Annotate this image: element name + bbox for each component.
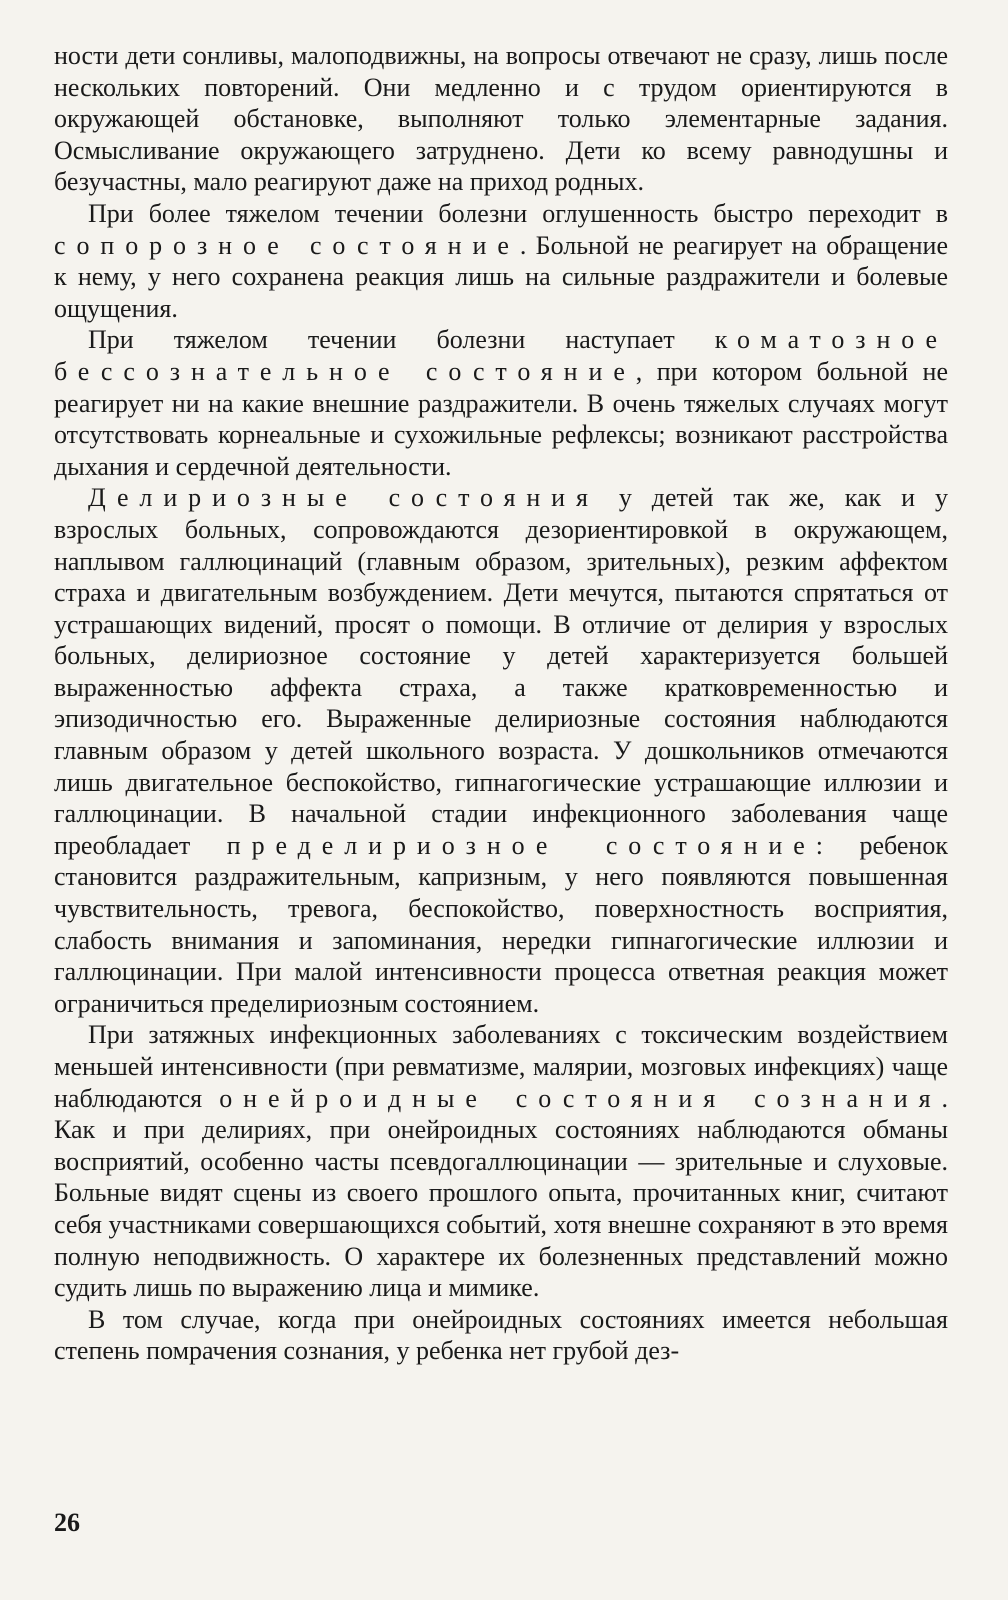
text-segment: При более тяжелом течении болезни оглушенность быстро переходит в (88, 198, 948, 228)
text-segment: При затяжных инфекционных заболеваниях с токсическим воздействием меньшей интенсивности (при ревматизме, малярии, мозговых инфекциях) чаще наблюдаются (54, 1020, 948, 1113)
paragraph (54, 198, 948, 324)
spaced-term: сопорозное состояние (54, 230, 520, 260)
text-segment: При тяжелом течении болезни наступает (88, 325, 715, 355)
body-text (54, 40, 948, 1367)
text-segment: . Как и при делириях, при онейроидных состояниях наблюдаются обманы восприятий, особенно часты псевдогаллюцинации — зрительные и слуховые. Больные видят сцены из своего прошлого опыта, прочитанных книг, считают себя участниками совершающихся событий, хотя внешне сохраняют в это время полную неподвижность. О характере их болезненных представлений можно судить лишь по выражению лица и мимике. (54, 1083, 948, 1303)
text-segment: . Больной не реагирует на обращение к нему, у него сохранена реакция лишь на сильные раздражители и болевые ощущения. (54, 230, 948, 323)
paragraph (54, 1019, 948, 1303)
paragraph (54, 40, 948, 198)
spaced-term: пределириозное состояние (226, 830, 816, 860)
text-segment: ности дети сонливы, малоподвижны, на вопросы отвечают не сразу, лишь после нескольких повторений. Они медленно и с трудом ориентируются в окружающей обстановке, выполняют только элементарные задания. Осмысливание окружающего затруднено. Дети ко всему равнодушны и безучастны, мало реагируют даже на приход родных. (54, 41, 948, 197)
spaced-term: Делириозные состояния (88, 483, 599, 513)
spaced-term: онейроидные состояния сознания (219, 1083, 942, 1113)
paragraph (54, 482, 948, 1019)
text-segment: , при котором больной не реагирует ни на какие внешние раздражители. В очень тяжелых случаях могут отсутствовать корнеальные и сухожильные рефлексы; возникают расстройства дыхания и сердечной деятельности. (54, 356, 948, 481)
text-segment: : ребенок становится раздражительным, капризным, у него появляются повышенная чувствительность, тревога, беспокойство, поверхностность восприятия, слабость внимания и запоминания, нередки гипнагогические иллюзии и галлюцинации. При малой интенсивности процесса ответная реакция может ограничиться пределириозным состоянием. (54, 830, 948, 1018)
paragraph (54, 324, 948, 482)
text-segment: у детей так же, как и у взрослых больных, сопровождаются дезориентировкой в окружающем, наплывом галлюцинаций (главным образом, зрительных), резким аффектом страха и двигательным возбуждением. Дети мечутся, пытаются спрятаться от устрашающих видений, просят о помощи. В отличие от делирия у взрослых больных, делириозное состояние у детей характеризуется большей выраженностью аффекта страха, а также кратковременностью и эпизодичностью его. Выраженные делириозные состояния наблюдаются главным образом у детей школьного возраста. У дошкольников отмечаются лишь двигательное беспокойство, гипнагогические устрашающие иллюзии и галлюцинации. В начальной стадии инфекционного заболевания чаще преобладает (54, 483, 948, 860)
text-segment: В том случае, когда при онейроидных состояниях имеется небольшая степень помрачения сознания, у ребенка нет грубой дез- (54, 1304, 948, 1366)
spaced-term: коматозное бессознательное состояние (54, 325, 948, 386)
page-number: 26 (54, 1508, 80, 1537)
paragraph (54, 1304, 948, 1367)
